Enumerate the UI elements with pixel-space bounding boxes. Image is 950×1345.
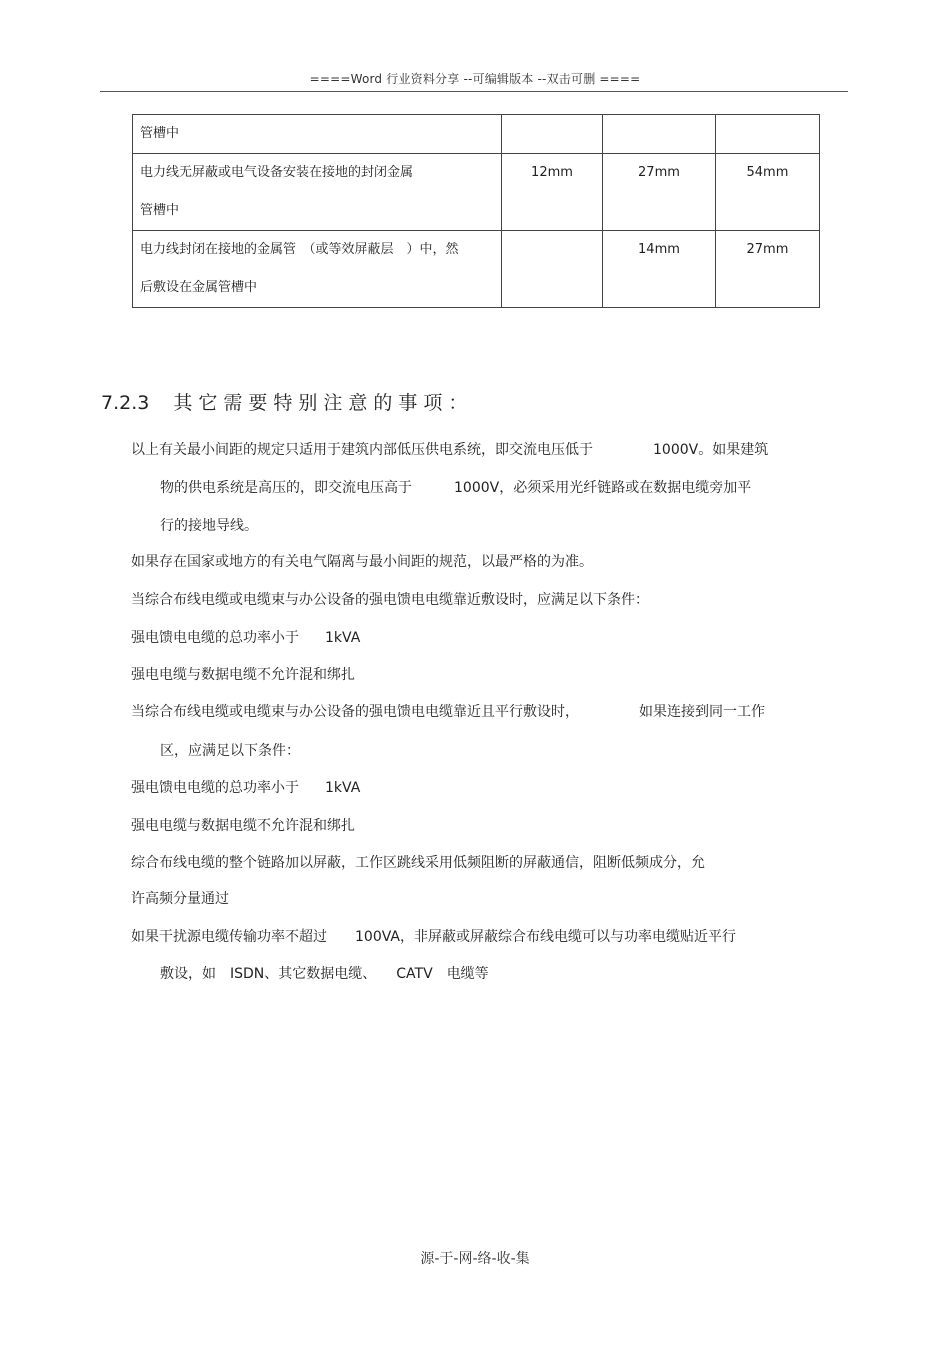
text-run: 物的供电系统是高压的，即交流电压高于 [160,480,412,496]
cell-text: 电力线无屏蔽或电气设备安装在接地的封闭金属 [140,165,414,180]
paragraph-line [131,627,360,647]
page-header: ====Word 行业资料分享 --可编辑版本 --双击可删 ==== [309,72,641,86]
text-run: ISDN、其它数据电缆、 [230,966,377,982]
paragraph-line: 当综合布线电缆或电缆束与办公设备的强电馈电电缆靠近敷设时，应满足以下条件： [131,592,649,608]
cell-text: 后敷设在金属管槽中 [140,280,258,295]
header-divider [100,91,848,92]
paragraph-line: 综合布线电缆的整个链路加以屏蔽，工作区跳线采用低频阻断的屏蔽通信，阻断低频成分，允 [131,855,705,871]
text-run: 敷设，如 [160,966,216,982]
section-number: 7.2.3 [101,392,150,414]
paragraph-line [160,477,751,497]
text-run: 电缆等 [446,966,489,982]
paragraph-line [131,777,360,797]
text-run: 当综合布线电缆或电缆束与办公设备的强电馈电电缆靠近且平行敷设时， [131,704,579,720]
table-cell-value: 12mm [501,154,602,231]
text-run: 强电馈电电缆的总功率小于 [131,630,299,646]
paragraph-line: 行的接地导线。 [160,518,258,534]
table-cell-value: 27mm [715,231,819,308]
paragraph-line: 强电电缆与数据电缆不允许混和绑扎 [131,818,355,834]
paragraph-line: 强电电缆与数据电缆不允许混和绑扎 [131,667,355,683]
table-row [133,154,820,231]
text-run: 1000V。如果建筑 [653,442,769,458]
table-cell-value: 54mm [715,154,819,231]
text-run: 1000V，必须采用光纤链路或在数据电缆旁加平 [454,480,752,496]
paragraph-line: 如果存在国家或地方的有关电气隔离与最小间距的规范，以最严格的为准。 [131,554,593,570]
text-run: 如果连接到同一工作 [639,704,765,720]
text-run: 100VA，非屏蔽或屏蔽综合布线电缆可以与功率电缆贴近平行 [355,929,736,945]
table-cell-value: 14mm [603,231,716,308]
table-cell-value [715,115,819,154]
text-run: 1kVA [325,630,361,646]
table-cell-value [501,231,602,308]
table-row [133,231,820,308]
cell-text: 电力线封闭在接地的金属管 （或等效屏蔽层 ）中，然 [140,242,459,257]
paragraph-line: 许高频分量通过 [131,891,229,907]
paragraph-line [131,701,765,721]
text-run: 以上有关最小间距的规定只适用于建筑内部低压供电系统，即交流电压低于 [131,442,593,458]
text-run: CATV [396,966,433,982]
text-run: 1kVA [325,780,361,796]
table-cell-description [133,115,502,154]
section-title: 其它需要特别注意的事项： [173,392,474,414]
text-run: 如果干扰源电缆传输功率不超过 [131,929,327,945]
paragraph-line [131,439,768,459]
text-run: 强电馈电电缆的总功率小于 [131,780,299,796]
spacing-table [132,114,820,308]
page-footer: 源-于-网-络-收-集 [420,1251,530,1267]
table-cell-value [603,115,716,154]
paragraph-line: 区，应满足以下条件： [160,743,300,759]
table-cell-description [133,231,502,308]
cell-text: 管槽中 [140,203,180,218]
paragraph-line [160,963,489,983]
paragraph-line [131,926,736,946]
cell-text: 管槽中 [140,126,180,141]
table-row [133,115,820,154]
table-cell-value [501,115,602,154]
section-heading [101,388,473,415]
table-cell-description [133,154,502,231]
table-cell-value: 27mm [603,154,716,231]
